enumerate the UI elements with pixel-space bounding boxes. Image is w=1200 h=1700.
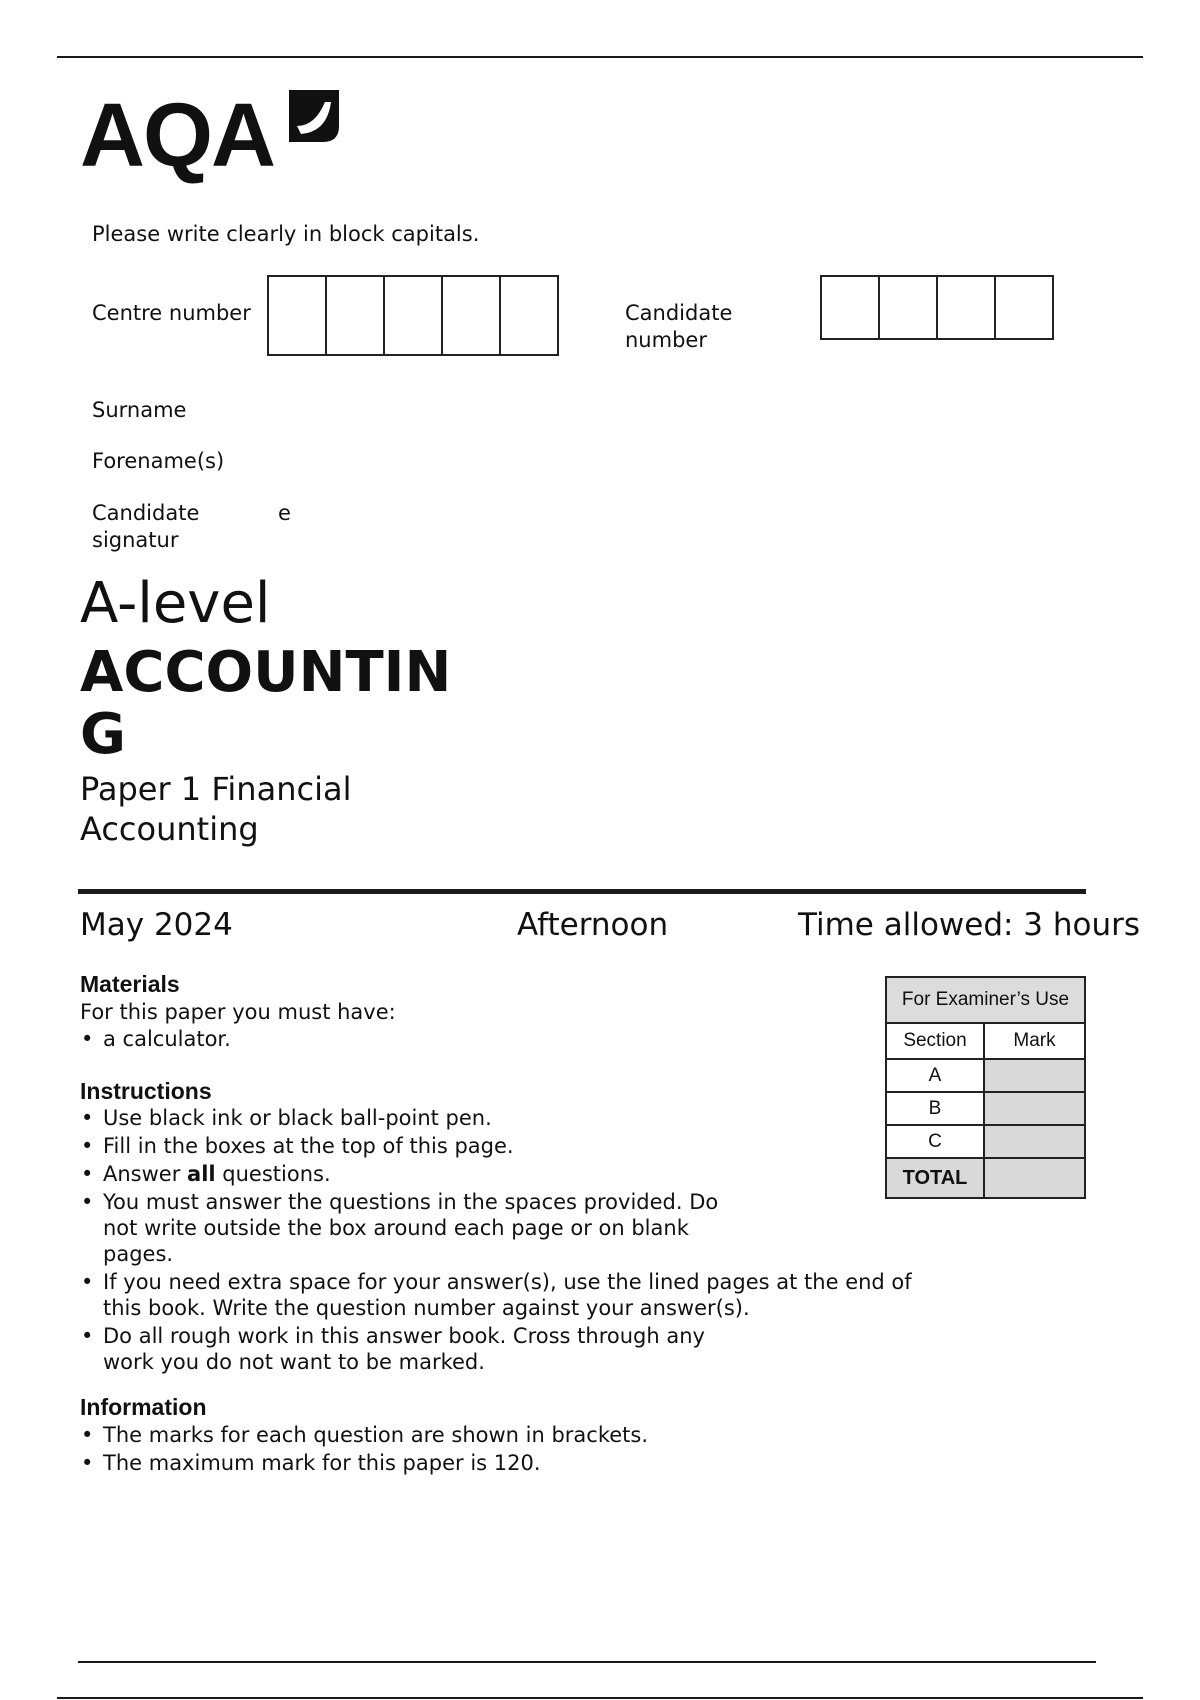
materials-heading: Materials (80, 971, 180, 997)
information-heading: Information (80, 1394, 207, 1420)
top-rule (57, 56, 1143, 58)
section-label: A (886, 1059, 984, 1092)
logo-text: AQA (80, 86, 274, 186)
subject-title: ACCOUNTING (80, 640, 452, 767)
answer-all-suffix: questions. (215, 1162, 331, 1186)
materials-list (80, 1026, 880, 1052)
candidate-number-label: Candidate number (625, 301, 733, 352)
list-item: • The marks for each question are shown in brackets. (80, 1422, 880, 1448)
answer-all-emphasis: all (187, 1162, 216, 1186)
list-item: • Use black ink or black ball-point pen. (80, 1105, 780, 1131)
mark-column-header: Mark (984, 1023, 1085, 1059)
time-allowed: Time allowed: 3 hours (798, 907, 1141, 943)
exam-date: May 2024 (80, 907, 233, 943)
list-item (80, 1161, 780, 1187)
signature-label-fragment: e (278, 501, 291, 525)
list-item: • Do all rough work in this answer book. Cross through any work you do not want to be marked. (80, 1323, 753, 1375)
centre-number-digit[interactable] (269, 277, 327, 354)
examiner-use-table (885, 976, 1086, 1199)
candidate-number-digit[interactable] (880, 277, 938, 338)
candidate-number-boxes[interactable] (820, 275, 1054, 340)
paper-title: Paper 1 Financial Accounting (80, 770, 352, 848)
centre-number-digit[interactable] (501, 277, 557, 354)
surname-label: Surname (92, 398, 187, 422)
exam-session: Afternoon (517, 907, 669, 943)
footer-rule-lower (57, 1697, 1143, 1699)
mark-cell[interactable] (984, 1125, 1085, 1158)
centre-number-digit[interactable] (327, 277, 385, 354)
list-item: • The maximum mark for this paper is 120. (80, 1450, 880, 1476)
centre-number-digit[interactable] (443, 277, 501, 354)
section-label: B (886, 1092, 984, 1125)
list-item: • If you need extra space for your answer(s), use the lined pages at the end of this book. Write the question number against your answer(s). (80, 1269, 953, 1321)
section-column-header: Section (886, 1023, 984, 1059)
forenames-label: Forename(s) (92, 449, 225, 473)
examiner-table-title: For Examiner’s Use (886, 977, 1085, 1023)
instructions-heading: Instructions (80, 1078, 212, 1104)
total-label: TOTAL (886, 1158, 984, 1198)
aqa-logo-mark-icon (285, 88, 341, 144)
instructions-list (80, 1105, 912, 1375)
answer-all-prefix: Answer (103, 1162, 188, 1186)
block-capitals-instruction: Please write clearly in block capitals. (92, 222, 480, 246)
title-divider (78, 889, 1086, 894)
centre-number-label: Centre number (92, 301, 251, 325)
section-label: C (886, 1125, 984, 1158)
materials-section (80, 970, 880, 1054)
list-item: • a calculator. (80, 1026, 880, 1052)
candidate-number-digit[interactable] (996, 277, 1052, 338)
qualification-level: A-level (80, 571, 271, 636)
aqa-logo (80, 86, 350, 186)
centre-number-digit[interactable] (385, 277, 443, 354)
information-section (80, 1393, 880, 1478)
list-item: • You must answer the questions in the spaces provided. Do not write outside the box around each page or on blank pages. (80, 1189, 723, 1267)
information-list (80, 1422, 880, 1476)
mark-cell[interactable] (984, 1092, 1085, 1125)
candidate-number-digit[interactable] (938, 277, 996, 338)
centre-number-boxes[interactable] (267, 275, 559, 356)
instructions-section (80, 1077, 930, 1377)
materials-intro: For this paper you must have: (80, 1000, 396, 1024)
candidate-number-digit[interactable] (822, 277, 880, 338)
footer-rule-upper (78, 1661, 1096, 1663)
list-item: • Fill in the boxes at the top of this page. (80, 1133, 780, 1159)
mark-cell[interactable] (984, 1059, 1085, 1092)
total-mark-cell[interactable] (984, 1158, 1085, 1198)
signature-label: Candidate signatur (92, 501, 200, 552)
